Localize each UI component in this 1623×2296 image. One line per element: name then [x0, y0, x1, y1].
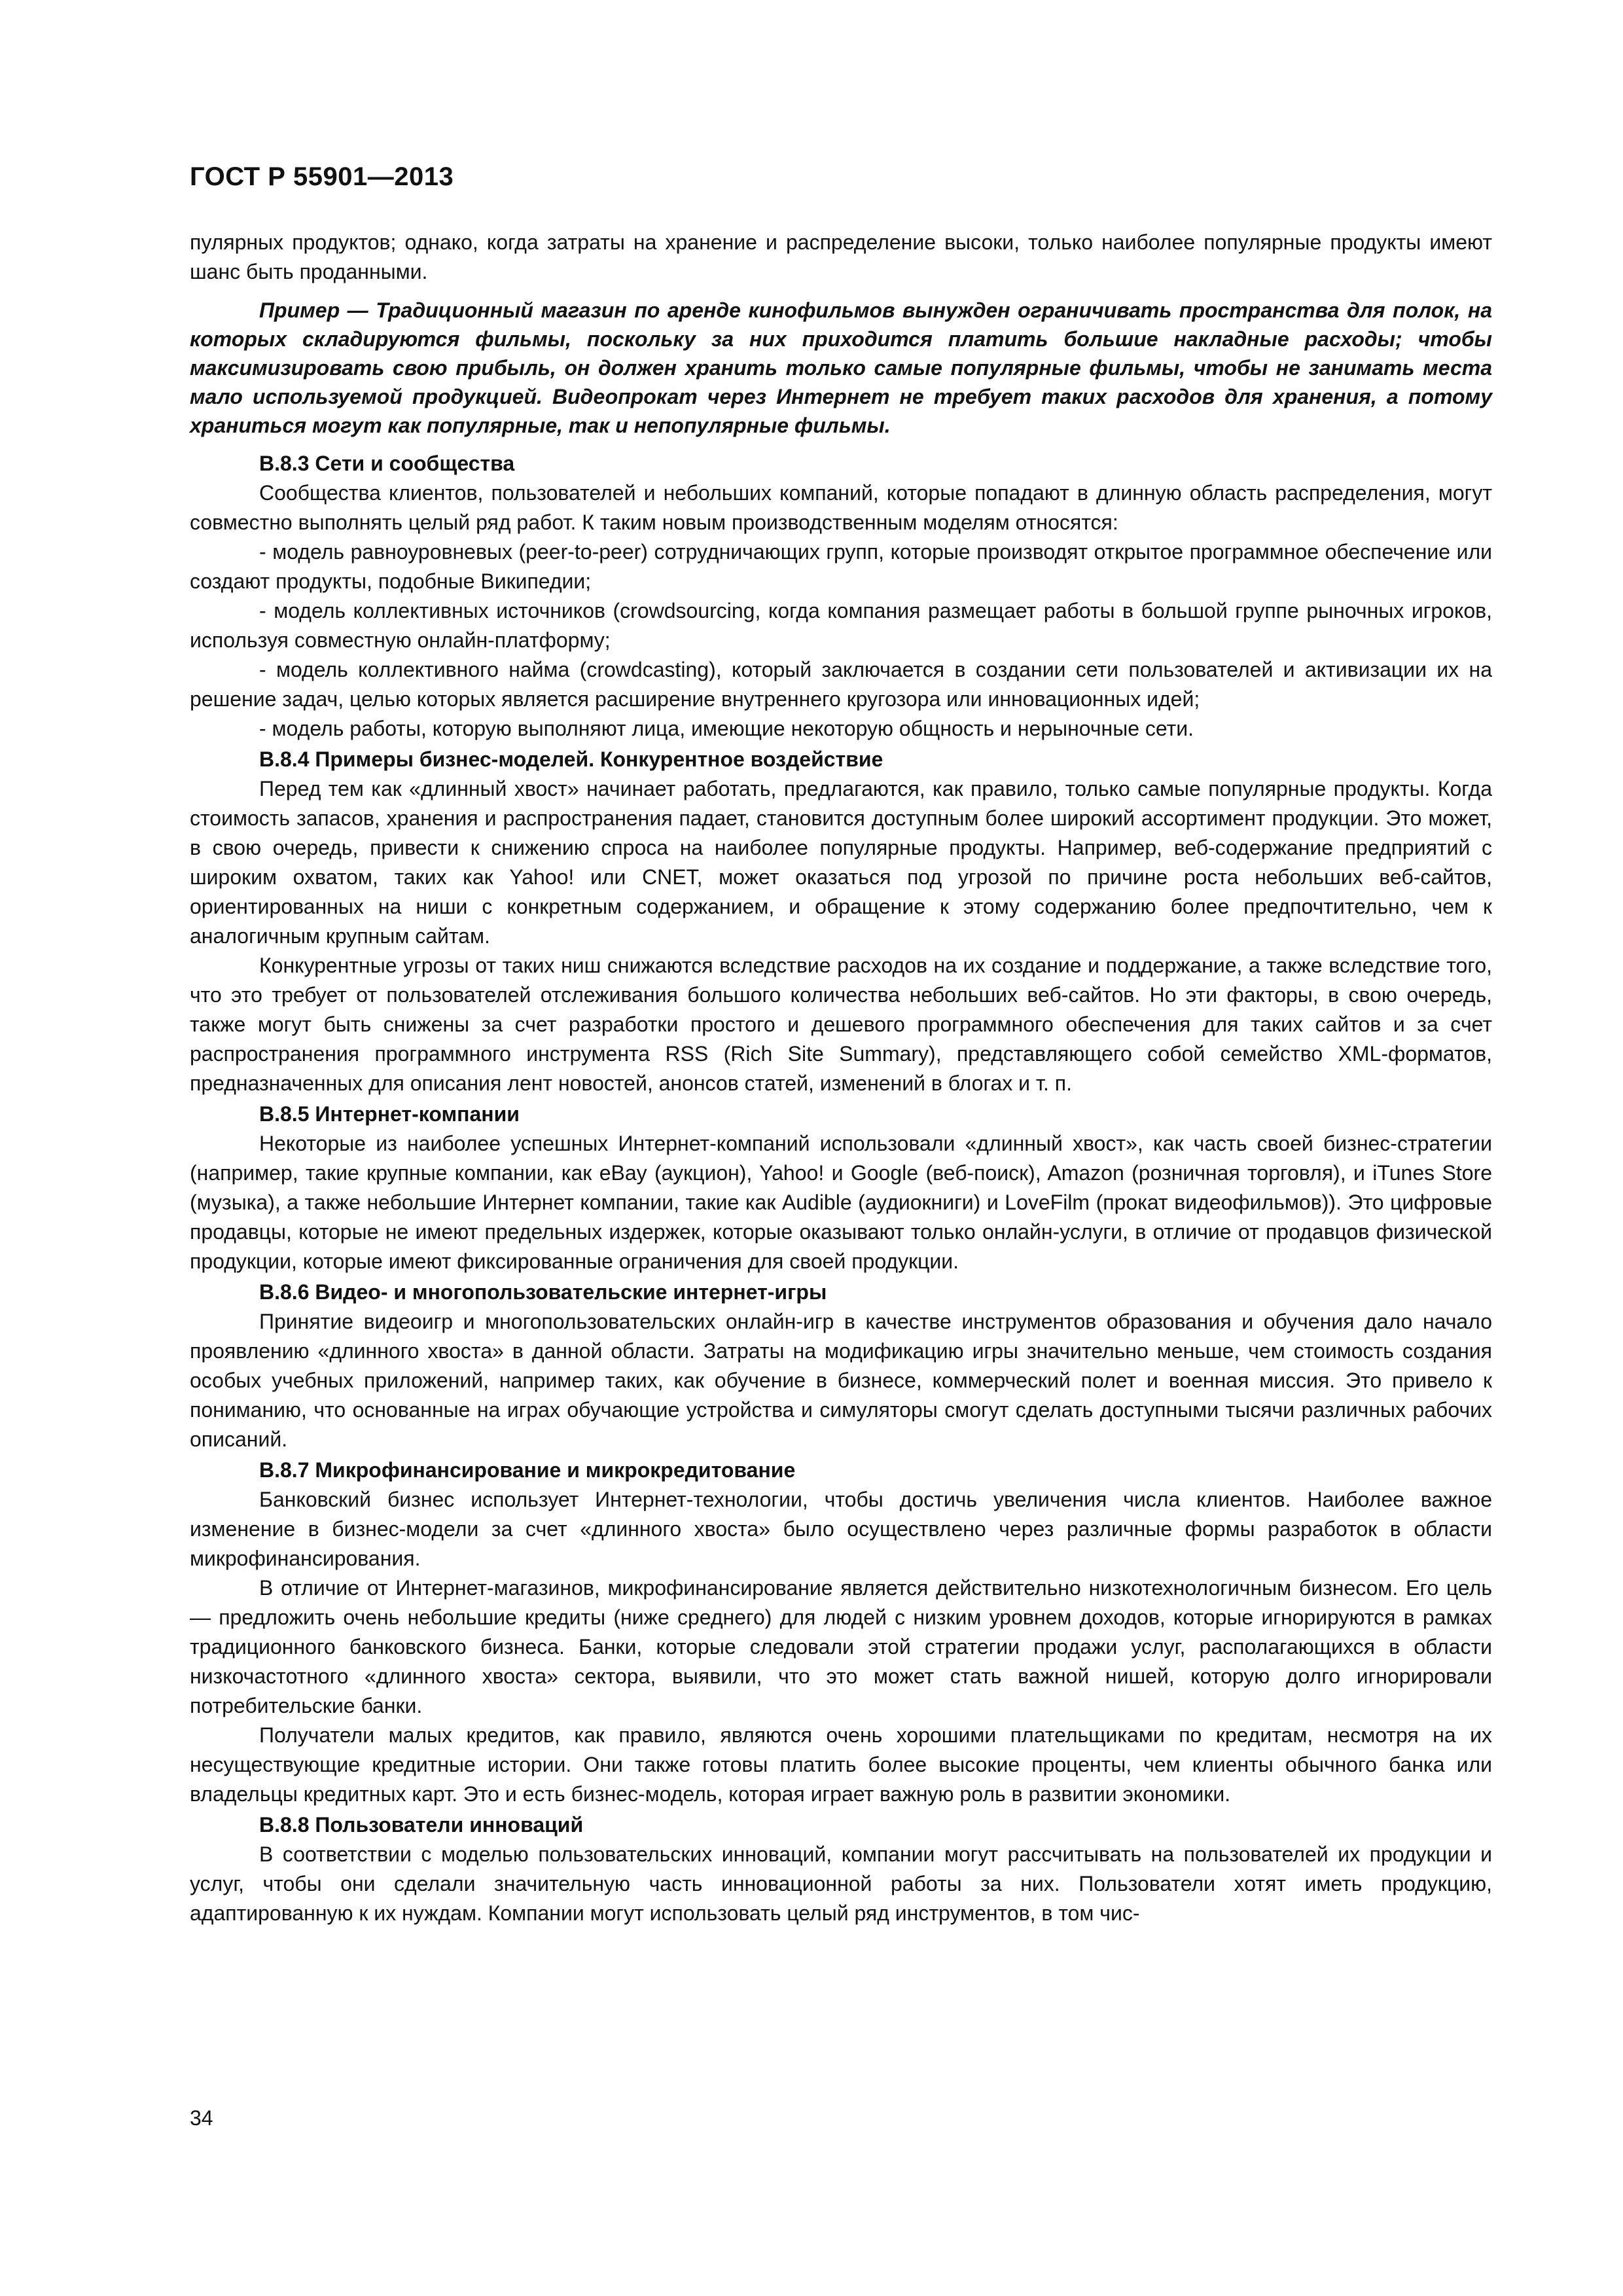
example-note: Пример — Традиционный магазин по аренде кинофильмов вынужден ограничивать пространства для полок, на которых складируются фильмы, поскольку за них приходится платить большие накладные расходы; чтобы максимизировать свою прибыль, он должен хранить только самые популярные фильмы, чтобы не занимать места мало используемой продукцией. Видеопрокат через Интернет не требует таких расходов для хранения, а потому храниться могут как популярные, так и непопулярные фильмы.	[190, 298, 1492, 437]
paragraph: Принятие видеоигр и многопользовательских онлайн-игр в качестве инструментов образования и обучения дало начало проявлению «длинного хвоста» в данной области. Затраты на модификацию игры значительно меньше, чем стоимость создания особых учебных приложений, например таких, как обучение в бизнесе, коммерческий полет и военная миссия. Это привело к пониманию, что основанные на играх обучающие устройства и симуляторы смогут сделать доступными тысячи различных рабочих описаний.	[190, 1310, 1492, 1451]
paragraph: Банковский бизнес использует Интернет-технологии, чтобы достичь увеличения числа клиентов. Наиболее важное изменение в бизнес-модели за счет «длинного хвоста» было осуществлено через различные формы разработок в области микрофинансирования.	[190, 1488, 1492, 1570]
list-item: - модель равноуровневых (peer-to-peer) сотрудничающих групп, которые производят открытое программное обеспечение или создают продукты, подобные Википедии;	[190, 540, 1492, 593]
paragraph: Конкурентные угрозы от таких ниш снижаются вследствие расходов на их создание и поддержание, а также вследствие того, что это требует от пользователей отслеживания большого количества небольших веб-сайтов. Но эти факторы, в свою очередь, также могут быть снижены за счет разработки простого и дешевого программного обеспечения для таких сайтов и за счет распространения программного инструмента RSS (Rich Site Summary), представляющего собой семейство XML-форматов, предназначенных для описания лент новостей, анонсов статей, изменений в блогах и т. п.	[190, 954, 1492, 1095]
paragraph: В отличие от Интернет-магазинов, микрофинансирование является действительно низкотехнологичным бизнесом. Его цель — предложить очень небольшие кредиты (ниже среднего) для людей с низким уровнем доходов, которые игнорируются в рамках традиционного банковского бизнеса. Банки, которые следовали этой стратегии продажи услуг, располагающихся в области низкочастотного «длинного хвоста» сектора, выявили, что это может стать важной нишей, которую долго игнорировали потребительские банки.	[190, 1576, 1492, 1717]
document-header: ГОСТ Р 55901—2013	[190, 162, 454, 191]
list-item: - модель коллективного найма (crowdcasting), который заключается в создании сети пользователей и активизации их на решение задач, целью которых является расширение внутреннего кругозора или инновационных идей;	[190, 658, 1492, 711]
paragraph: Некоторые из наиболее успешных Интернет-компаний использовали «длинный хвост», как часть своей бизнес-стратегии (например, такие крупные компании, как eBay (аукцион), Yahoo! и Google (веб-поиск), Amazon (розничная торговля), и iTunes Store (музыка), а также небольшие Интернет компании, такие как Audible (аудиокниги) и LoveFilm (прокат видеофильмов)). Это цифровые продавцы, которые не имеют предельных издержек, которые оказывают только онлайн-услуги, в отличие от продавцов физической продукции, которые имеют фиксированные ограничения для своей продукции.	[190, 1132, 1493, 1273]
list-item: - модель работы, которую выполняют лица, имеющие некоторую общность и нерыночные сети.	[259, 717, 1194, 740]
paragraph: Перед тем как «длинный хвост» начинает работать, предлагаются, как правило, только самые популярные продукты. Когда стоимость запасов, хранения и распространения падает, становится доступным более широкий ассортимент продукции. Это может, в свою очередь, привести к снижению спроса на наиболее популярные продукты. Например, веб-содержание предприятий с широким охватом, таких как Yahoo! или CNET, может оказаться под угрозой по причине роста небольших веб-сайтов, ориентированных на ниши с конкретным содержанием, и обращение к этому содержанию более предпочтительно, чем к аналогичным крупным сайтам.	[190, 777, 1492, 948]
page-number: 34	[190, 2106, 213, 2130]
section-heading-b85: В.8.5 Интернет-компании	[259, 1102, 520, 1126]
document-body	[190, 228, 1492, 1928]
continuation-paragraph: пулярных продуктов; однако, когда затраты на хранение и распределение высоки, только наиболее популярные продукты имеют шанс быть проданными.	[190, 230, 1492, 283]
list-item: - модель коллективных источников (crowdsourcing, когда компания размещает работы в большой группе рыночных игроков, используя совместную онлайн-платформу;	[190, 599, 1492, 652]
paragraph: В соответствии с моделью пользовательских инноваций, компании могут рассчитывать на пользователей их продукции и услуг, чтобы они сделали значительную часть инновационной работы за них. Пользователи хотят иметь продукцию, адаптированную к их нуждам. Компании могут использовать целый ряд инструментов, в том чис-	[190, 1842, 1492, 1925]
section-heading-b84: В.8.4 Примеры бизнес-моделей. Конкурентное воздействие	[259, 747, 883, 771]
section-heading-b83: В.8.3 Сети и сообщества	[259, 452, 515, 475]
paragraph: Сообщества клиентов, пользователей и небольших компаний, которые попадают в длинную область распределения, могут совместно выполнять целый ряд работ. К таким новым производственным моделям относятся:	[190, 481, 1492, 534]
paragraph: Получатели малых кредитов, как правило, являются очень хорошими плательщиками по кредитам, несмотря на их несуществующие кредитные истории. Они также готовы платить более высокие проценты, чем клиенты обычного банка или владельцы кредитных карт. Это и есть бизнес-модель, которая играет важную роль в развитии экономики.	[190, 1723, 1492, 1806]
section-heading-b86: В.8.6 Видео- и многопользовательские интернет-игры	[259, 1280, 827, 1304]
section-heading-b87: В.8.7 Микрофинансирование и микрокредитование	[259, 1458, 796, 1482]
section-heading-b88: В.8.8 Пользователи инноваций	[259, 1813, 584, 1837]
